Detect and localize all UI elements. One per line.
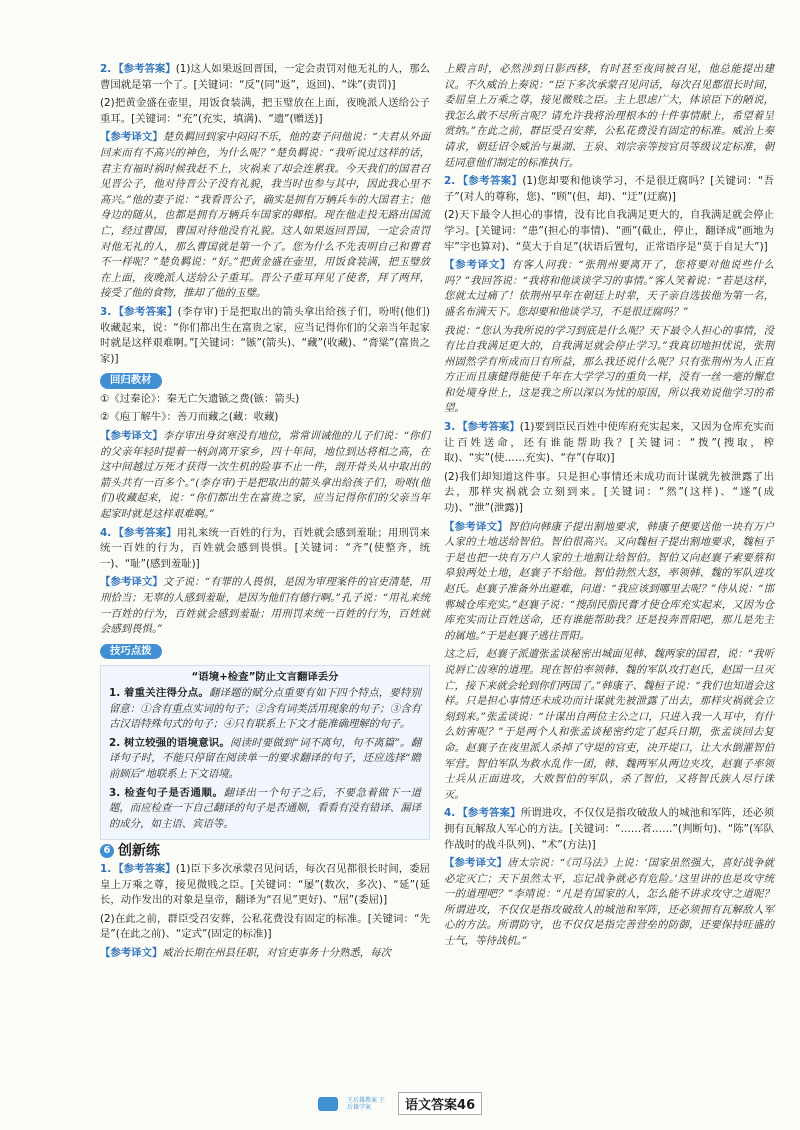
- section-banner-label: 技巧点拨: [100, 644, 162, 660]
- translation-block: [444, 324, 774, 418]
- handwritten-text: 威治长期在州县任职，对官吏事务十分熟悉，每次: [162, 946, 391, 959]
- publisher-logo-icon: [318, 1097, 338, 1111]
- tip-item: [109, 786, 421, 833]
- answer-text: (1)臣下多次承蒙召见问话，每次召见都很长时间，委屈皇上万乘之尊，接见微贱之臣。[关键词：“屡”(数次，多次)、“延”(延长，动作发出的对象是皇帝，翻译为“召见”更好)、“屈”(委屈)]: [100, 862, 431, 907]
- answer-block: [444, 420, 774, 467]
- tip-item: [109, 686, 421, 733]
- answer-label: 【参考答案】: [113, 63, 176, 75]
- answer-label: 【参考答案】: [457, 807, 521, 820]
- handwritten-text: 我说：“您认为我所说的学习到底是什么呢？天下最令人担心的事情，没有比自我满足更大的，自我满足就会停止学习。”我真切地担忧说，张荆州固然学有所成而日有所益，那么我还说什么呢？只有张荆州为人正直方正而且康健得能使千年在大学学习的重负一样，没有一丝一毫的懈怠和处境身世上，这是我之所以深以为忧的原因，所以我劝说他学习的希望。: [444, 324, 774, 415]
- translation-block: [444, 856, 774, 950]
- answer-label: 【参考译文】: [444, 259, 512, 272]
- page-number: 语文答案46: [398, 1092, 482, 1115]
- question-number: 3.: [100, 305, 112, 318]
- question-number: 2.: [444, 175, 456, 188]
- translation-block: [444, 647, 774, 803]
- answer-block: [100, 305, 430, 367]
- handwritten-text: 上殿言时，必然涉到日影西移，有时甚至夜间被召见，他总能提出建议。不久威治上奏说：“臣下多次承蒙召见问话，每次召见都很长时间，委屈皇上万乘之尊，接见微贱之臣。主上思虑广大，体谅臣下的陋说，我怎么敢不尽所言呢？请允许我将治理根本的十件事情献上，希望着呈赏纳。”在此之前，群臣受召安葬，公私花费没有固定的标准。威治上奏请求，朝廷诏令威治与巢湖、王泉、刘宗亲等按官员等级议定标准，朝廷同意他们制定的标准执行。: [444, 63, 774, 169]
- handwritten-text: 有客人问我：“张荆州要离开了，您将要对他说些什么吗？”我回答说：“我将和他谈谈学习的事情。”客人笑着说：“若是这样，您就太过痛了！依荆州早年在朝廷上时辈，天子亲自选拔他为第一名，盛名布满天下。您却要和他谈学习，不是很迂腐吗？”: [444, 259, 775, 318]
- question-number: 4.: [444, 807, 456, 820]
- question-number: 3.: [444, 421, 456, 434]
- translation-block: [444, 258, 774, 320]
- handwritten-text: 楚负羁回到家中闷闷不乐，他的妻子问他说：“夫君从外面回来而有不高兴的神色，为什么呢？”楚负羁说：“我听说过这样的话，君主有福时祸时候我赶不上，灾祸来了却会连累我。今天我们的国君召见晋公子，他对待晋公子没有礼貌，我当时也参与其中，因此我心里不高兴。”他的妻子说：“我看晋公子，确实是拥有万辆兵车的大国君主；他身边的随从，也都是拥有万辆兵车国家的卿相。现在他走投无路出国流亡，经过曹国，曹国对待他没有礼貌。这人如果返回晋国，一定会责罚对他无礼的人，那么曹国就是第一个了。您为什么不先表明自己和曹君不一样呢？”楚负羁说：“好。”把黄金盛在壶里，用饭食装满，把玉璧放在上面，夜晚派人送给公子重耳。晋公子重耳拜见了使者，拜了两拜，接受了他的食物，推却了他的玉璧。: [100, 131, 430, 300]
- section-banner: [100, 641, 430, 663]
- answer-block: [444, 208, 774, 255]
- answer-label: 【参考译文】: [444, 520, 508, 533]
- handwritten-text: 这之后，赵襄子派遣张孟谈秘密出城面见韩、魏两家的国君，说：“我听说唇亡齿寒的道理。现在智伯率领韩、魏的军队攻打赵氏，赵国一旦灭亡，接下来就会轮到你们两国了。”韩康子、魏桓子说：“我们也知道会这样。只是担心事情还未成功而计谋就先被泄露了出去，那样灾祸就会立刻到来。”张孟谈说：“计谋出自两位主公之口，只进入我一人耳中，有什么妨害呢？”于是两个人和张孟谈秘密约定了起兵日期，张孟谈回去复命。赵襄子在夜里派人杀掉了守堤的官吏，决开堤口，让大水倒灌智伯军营。智伯军队为救水乱作一团，韩、魏两军从两边夹攻，赵襄子率领士兵从正面进攻，大败智伯的军队，杀了智伯，又将智氏族人尽行诛灭。: [444, 648, 774, 801]
- answer-block: [100, 862, 430, 909]
- answer-block: [100, 410, 430, 426]
- handwritten-text: 唐太宗说：“《司马法》上说：‘国家虽然强大，喜好战争就必定灭亡；天下虽然太平，忘记战争就必有危险。’这里讲的也是攻守统一的道理吧？”李靖说：“凡是有国家的人，怎么能不讲求攻守之道呢？所谓进攻，不仅仅是指攻破敌人的城池和军阵，还必须拥有瓦解敌人军心的方法。所谓防守，也不仅仅是指完善营垒的防御，还要保持旺盛的士气，等待战机。”: [444, 857, 774, 948]
- answer-text: (2)天下最令人担心的事情，没有比自我满足更大的，自我满足就会停止学习。[关键词：“患”(担心的事情)、“画”(截止，停止，翻译成“画地为牢”字也算对)、“莫大于自足”(状语后置句，正常语序是“莫于自足大”)]: [444, 209, 774, 253]
- answer-block: [444, 174, 774, 205]
- tip-item-text: 阅读时要做到“词不离句，句不离篇”。翻译句子时，不能只停留在阅读单一的要求翻译的句子，还应选择“瞻前顾后”地联系上下文语境。: [109, 736, 422, 780]
- answer-block: [444, 470, 774, 517]
- tip-title: “语境+检查”防止文言翻译丢分: [191, 671, 339, 684]
- answer-label: 【参考答案】: [113, 305, 178, 318]
- answer-text: (2)在此之前，群臣受召安葬，公私花费没有固定的标准。[关键词：“先是”(在此之前)、“定式”(固定的标准)]: [100, 912, 430, 941]
- translation-block: [100, 575, 430, 637]
- tip-item-heading: 2. 树立较强的语境意识。: [109, 736, 230, 749]
- translation-block: [444, 62, 774, 171]
- answer-text: 所谓进攻，不仅仅是指攻破敌人的城池和军阵，还必须拥有瓦解敌人军心的方法。[关键词：“……者……”(判断句)、“陈”(军队作战时的战斗队列)、“术”(方法)]: [444, 807, 775, 851]
- translation-block: [100, 946, 430, 962]
- section-banner-label: 回归教材: [100, 373, 162, 389]
- answer-text: ①《过秦论》：秦无亡矢遗镞之费(镞：箭头): [100, 392, 300, 405]
- section-heading-icon: 6: [100, 844, 114, 858]
- answer-block: [100, 912, 430, 943]
- translation-block: [444, 520, 774, 645]
- answer-label: 【参考译文】: [444, 857, 508, 870]
- answer-label: 【参考答案】: [113, 526, 177, 539]
- answer-label: 【参考译文】: [100, 430, 163, 443]
- footer-slogan: 王后雄教案 王后雄学案: [346, 1096, 385, 1111]
- translation-block: [100, 130, 430, 302]
- left-column: [100, 62, 430, 964]
- handwritten-text: 文子说：“有罪的人畏惧，是因为审理案件的官吏清楚，用刑恰当；无辜的人感到羞耻，是因为他们有德行啊。”孔子说：“用礼来统一百姓的行为，百姓就会感到羞耻；用刑罚来统一百姓的行为，百姓就会感到畏惧。”: [100, 576, 430, 636]
- section-banner: [100, 370, 430, 392]
- tip-item-heading: 3. 检查句子是否通顺。: [109, 786, 224, 799]
- answer-block: [100, 96, 430, 127]
- page-footer: [0, 1092, 800, 1115]
- tip-item-heading: 1. 着重关注得分点。: [109, 686, 209, 699]
- tip-box: [100, 665, 430, 840]
- question-number: 4.: [100, 526, 112, 539]
- right-column: [444, 62, 774, 953]
- answer-block: [444, 806, 774, 853]
- answer-label: 【参考答案】: [457, 421, 520, 434]
- answer-text: 用礼来统一百姓的行为，百姓就会感到羞耻；用刑罚来统一百姓的行为，百姓就会感到畏惧。[关键词：“齐”(使整齐，统一)、“耻”(感到羞耻)]: [100, 526, 431, 570]
- answer-text: (1)您却要和他谈学习，不是很迂腐吗？[关键词：“吾子”(对人的尊称，您)、“顾”(但，却)、“迂”(迂腐)]: [444, 175, 774, 203]
- tip-item-text: 翻译出一个句子之后，不要急着做下一道题，而应检查一下自己翻译的句子是否通顺，看看有没有错译、漏译的成分，如主语、宾语等。: [109, 786, 422, 830]
- answer-text: ②《庖丁解牛》：善刀而藏之(藏：收藏): [100, 411, 279, 424]
- question-number: 1.: [100, 862, 112, 875]
- handwritten-text: 智伯向韩康子提出割地要求，韩康子便要送他一块有万户人家的土地送给智伯。智伯很高兴。又向魏桓子提出割地要求，魏桓子于是也把一块有万户人家的土地割让给智伯。智伯又向赵襄子索要蔡和皋狼两处土地，赵襄子不给他。智伯勃然大怒，率领韩、魏的军队进攻赵氏。赵襄子准备外出避难，问道：“我应该到哪里去呢？”侍从说：“邯郸城仓库充实。”赵襄子说：“搜刮民脂民膏才使仓库充实起来，又因为仓库充实而让百姓送命，还有谁能帮助我？还是投奔晋阳吧，那儿是先主的属地。”于是赵襄子逃往晋阳。: [444, 520, 774, 642]
- tip-item-text: 翻译题的赋分点重要有如下四个特点，要特别留意：①含有重点实词的句子；②含有词类活用现象的句子；③含有古汉语特殊句式的句子；④只有联系上下文才能准确理解的句子。: [109, 686, 421, 731]
- answer-block: [100, 62, 430, 93]
- answer-label: 【参考答案】: [457, 175, 523, 188]
- answer-text: (2)把黄金盛在壶里，用饭食装满，把玉璧放在上面，夜晚派人送给公子重耳。[关键词：“充”(充实，填满)、“遗”(赠送)]: [100, 97, 430, 125]
- answer-label: 【参考译文】: [100, 131, 163, 144]
- answer-text: (1)要到臣民百姓中使库府充实起来，又因为仓库充实而让百姓送命，还有谁能帮助我？[关键词：“拨”(搜取，榨取)、“实”(使……充实)、“存”(存取)]: [444, 421, 775, 465]
- answer-text: (1)这人如果返回晋国，一定会责罚对他无礼的人，那么曹国就是第一个了。[关键词：“反”(同“返”，返回)、“诛”(责罚)]: [100, 63, 431, 91]
- answer-label: 【参考答案】: [113, 862, 176, 875]
- answer-label: 【参考译文】: [100, 946, 163, 959]
- answer-block: [100, 392, 430, 408]
- translation-block: [100, 429, 430, 523]
- tip-item: [109, 736, 421, 783]
- answer-block: [100, 526, 430, 573]
- question-number: 2.: [100, 63, 112, 75]
- section-heading: [100, 844, 430, 860]
- answer-text: (2)我们却知道这件事。只是担心事情还未成功而计谋就先被泄露了出去，那样灾祸就会立刻到来。[关键词：“然”(这样)、“遂”(成功)、“泄”(泄露)]: [444, 470, 774, 515]
- answer-text: (李存审)于是把取出的箭头拿出给孩子们，吩咐(他们)收藏起来，说：“你们都出生在富贵之家，应当记得你们的父亲当年起家时就是这样艰难啊。”[关键词：“镞”(箭头)、“藏”(收藏)、“膏粱”(富贵之家)]: [100, 305, 431, 365]
- handwritten-text: 李存审出身贫寒没有地位，常常训诫他的儿子们说：“你们的父亲年轻时提着一柄剑离开家乡，四十年间，地位到达将相之高，在这中间越过万死才获得一次生机的险事不止一件，剖开骨头从中取出的箭头共有一百多个。”(李存审)于是把取出的箭头拿出给孩子们，吩咐(他们)收藏起来，说：“你们都出生在富贵之家，应当记得你们的父亲当年起家时就是这样艰难啊。”: [100, 430, 430, 521]
- answer-label: 【参考译文】: [100, 576, 163, 589]
- section-heading-label: 创新练: [118, 843, 160, 860]
